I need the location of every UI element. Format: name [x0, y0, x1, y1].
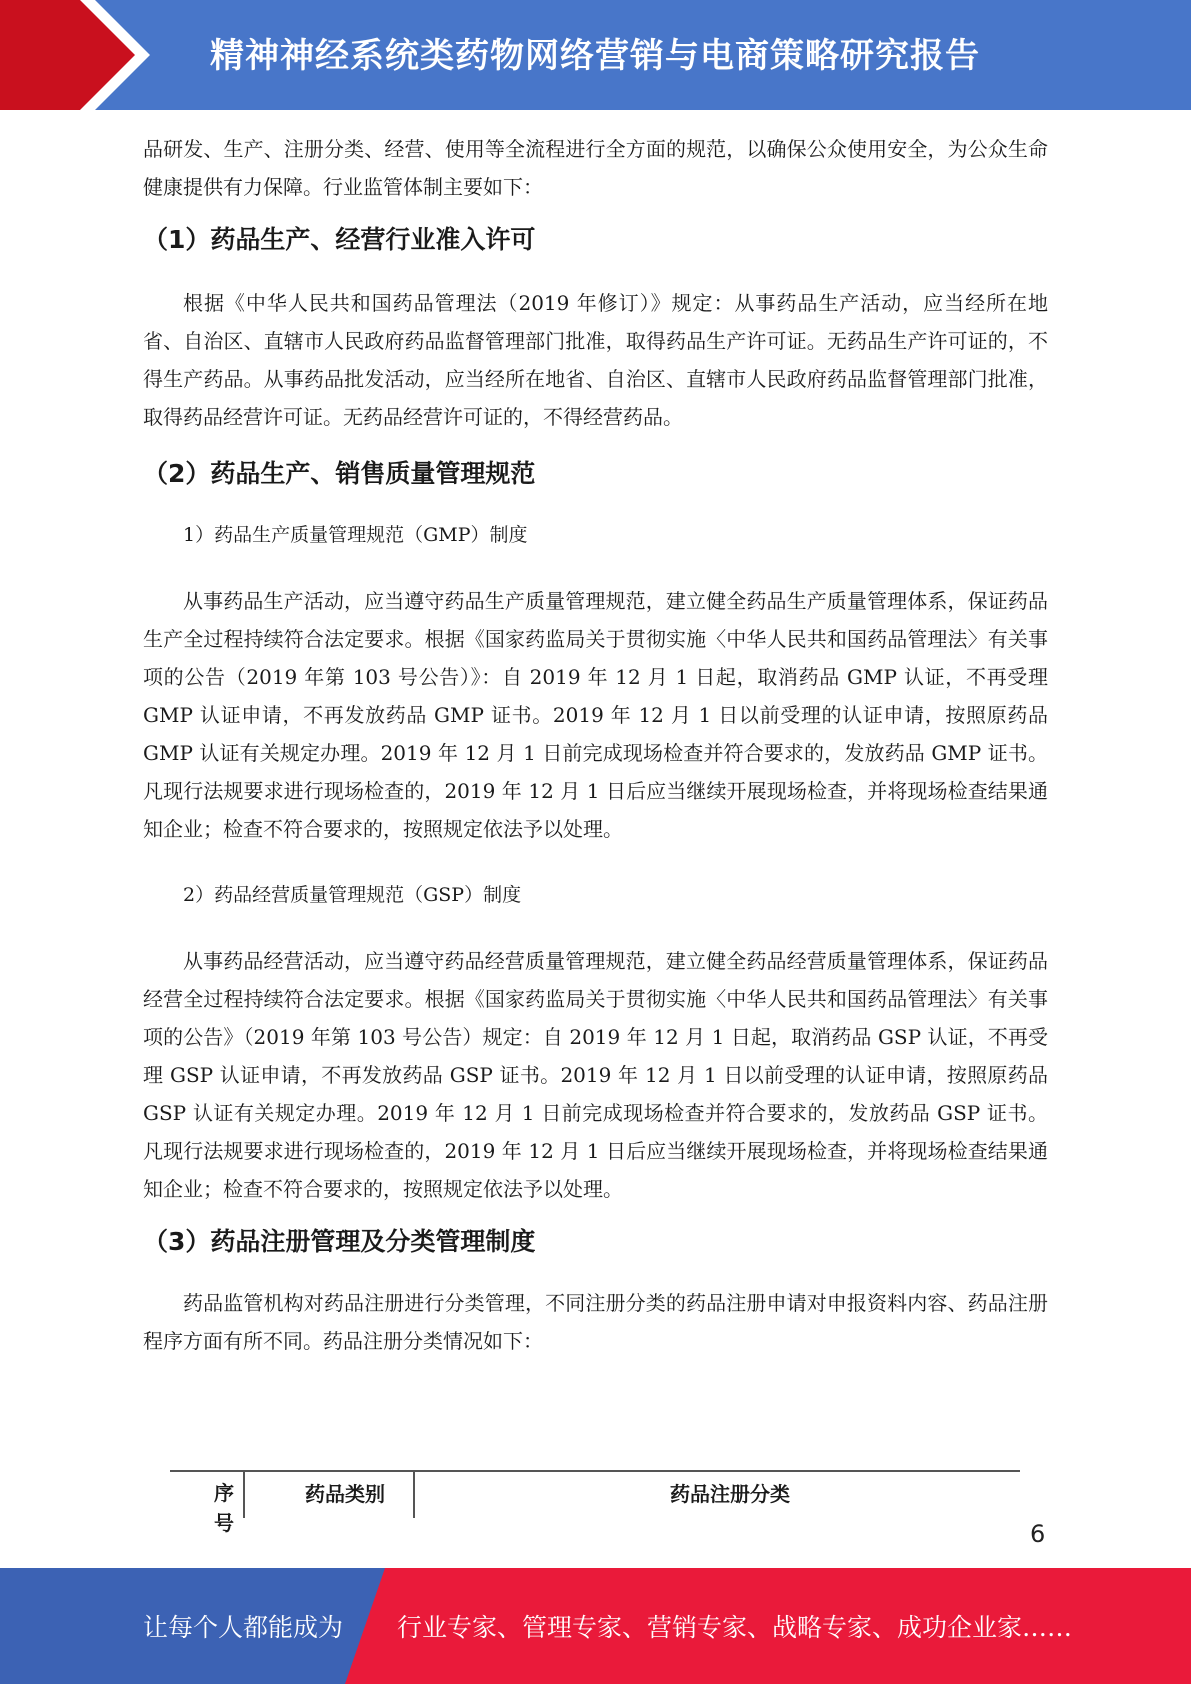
registration-class-table [170, 1470, 1020, 1535]
section-heading-2: （2）药品生产、销售质量管理规范 [143, 459, 536, 488]
table-header-category: 药品类别 [305, 1482, 385, 1506]
table-header-registration-class: 药品注册分类 [670, 1482, 790, 1506]
section1-paragraph: 根据《中华人民共和国药品管理法（2019 年修订）》规定：从事药品生产活动，应当经所在地省、自治区、直辖市人民政府药品监督管理部门批准，取得药品生产许可证。无药品生产许可证的，不得生产药品。从事药品批发活动，应当经所在地省、自治区、直辖市人民政府药品监督管理部门批准，取得药品经营许可证。无药品经营许可证的，不得经营药品。 [143, 291, 1048, 429]
gmp-subtitle: 1）药品生产质量管理规范（GMP）制度 [183, 524, 528, 546]
section-heading-1: （1）药品生产、经营行业准入许可 [143, 225, 536, 254]
footer-slogan-right: 行业专家、管理专家、营销专家、战略专家、成功企业家…… [397, 1613, 1073, 1642]
section-heading-3: （3）药品注册管理及分类管理制度 [143, 1227, 536, 1256]
table-header-index: 序号 [214, 1481, 234, 1535]
gsp-subtitle: 2）药品经营质量管理规范（GSP）制度 [183, 884, 522, 906]
table-top-rule [170, 1470, 1020, 1472]
page-number: 6 [1030, 1520, 1046, 1548]
document-body [143, 130, 1048, 1360]
section3-paragraph: 药品监管机构对药品注册进行分类管理，不同注册分类的药品注册申请对申报资料内容、药品注册程序方面有所不同。药品注册分类情况如下： [143, 1291, 1048, 1353]
report-title: 精神神经系统类药物网络营销与电商策略研究报告 [210, 36, 980, 76]
footer-slogan-left: 让每个人都能成为 [143, 1613, 344, 1642]
header-chevron-decoration [0, 0, 150, 110]
gsp-paragraph: 从事药品经营活动，应当遵守药品经营质量管理规范，建立健全药品经营质量管理体系，保证药品经营全过程持续符合法定要求。根据《国家药监局关于贯彻实施〈中华人民共和国药品管理法〉有关事项的公告》（2019 年第 103 号公告）规定：自 2019 年 12 月 1 日起，取消药品 GSP 认证，不再受理 GSP 认证申请，不再发放药品 GSP 证书。2019 年 12 月 1 日以前受理的认证申请，按照原药品 GSP 认证有关规定办理。2019 年 12 月 1 日前完成现场检查并符合要求的，发放药品 GSP 证书。凡现行法规要求进行现场检查的，2019 年 12 月 1 日后应当继续开展现场检查，并将现场检查结果通知企业；检查不符合要求的，按照规定依法予以处理。 [143, 949, 1048, 1201]
page-footer [0, 1568, 1191, 1684]
page-header [0, 0, 1191, 110]
intro-paragraph: 品研发、生产、注册分类、经营、使用等全流程进行全方面的规范，以确保公众使用安全，为公众生命健康提供有力保障。行业监管体制主要如下： [143, 137, 1048, 199]
table-column-divider [243, 1472, 245, 1518]
gmp-paragraph: 从事药品生产活动，应当遵守药品生产质量管理规范，建立健全药品生产质量管理体系，保证药品生产全过程持续符合法定要求。根据《国家药监局关于贯彻实施〈中华人民共和国药品管理法〉有关事项的公告（2019 年第 103 号公告）》：自 2019 年 12 月 1 日起，取消药品 GMP 认证，不再受理 GMP 认证申请，不再发放药品 GMP 证书。2019 年 12 月 1 日以前受理的认证申请，按照原药品 GMP 认证有关规定办理。2019 年 12 月 1 日前完成现场检查并符合要求的，发放药品 GMP 证书。凡现行法规要求进行现场检查的，2019 年 12 月 1 日后应当继续开展现场检查，并将现场检查结果通知企业；检查不符合要求的，按照规定依法予以处理。 [143, 589, 1048, 841]
table-column-divider [413, 1472, 415, 1518]
